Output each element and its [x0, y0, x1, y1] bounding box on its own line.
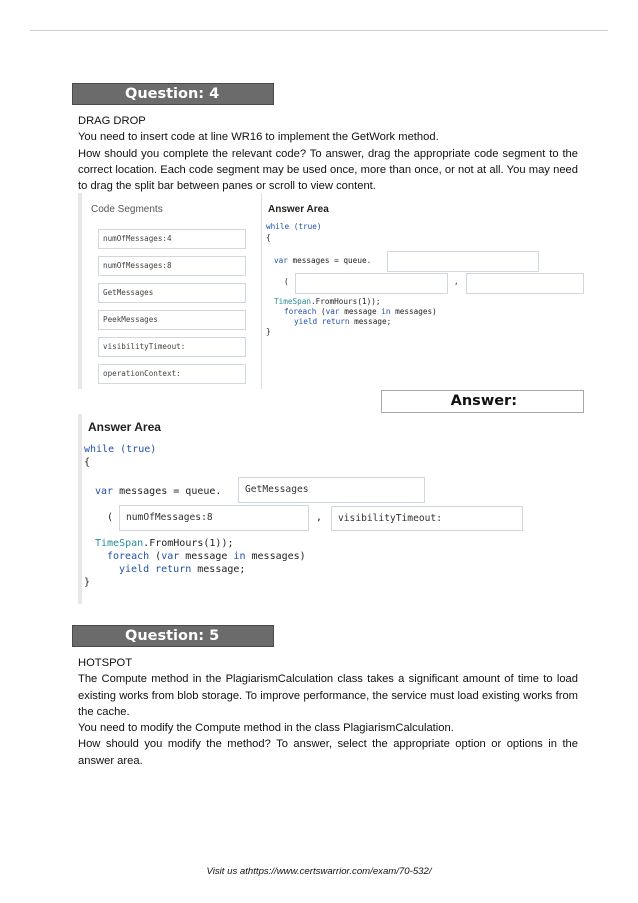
keyword: while — [266, 222, 290, 231]
code-comma: , — [454, 277, 459, 286]
drag-drop-panel — [78, 193, 584, 389]
code-text: .FromHours(1)); — [311, 297, 381, 306]
code-segment[interactable]: numOfMessages:4 — [98, 229, 246, 249]
keyword: in — [233, 551, 246, 562]
drop-target-count[interactable] — [295, 273, 448, 294]
question-line: You need to modify the Compute method in the class PlagiarismCalculation. — [78, 722, 454, 735]
question-type: HOTSPOT — [78, 657, 133, 669]
keyword: in — [381, 307, 391, 316]
code-line-yield — [119, 564, 245, 577]
code-segment[interactable]: GetMessages — [98, 283, 246, 303]
question-4-text — [78, 113, 578, 194]
keyword: while — [84, 444, 115, 455]
type-name: TimeSpan — [95, 538, 144, 549]
keyword: foreach — [284, 307, 317, 316]
code-line-foreach — [107, 551, 306, 564]
code-line-messages — [274, 256, 371, 267]
code-text: message; — [191, 564, 246, 575]
code-text: message — [179, 551, 234, 562]
answer-label: Answer: — [381, 390, 584, 413]
code-segments-pane — [78, 193, 262, 389]
question-line: How should you modify the method? To answer, select the appropriate option or options in the answer area. — [78, 738, 578, 767]
code-line-brace: } — [84, 577, 91, 588]
code-line-brace: } — [266, 327, 271, 336]
drop-target-timeout[interactable] — [466, 273, 584, 294]
keyword: yield return — [119, 564, 192, 575]
type-name: TimeSpan — [274, 297, 312, 306]
code-text: (true) — [114, 444, 157, 455]
code-text: messages = queue. — [113, 486, 222, 497]
code-line-timespan — [95, 538, 233, 551]
code-segments-title: Code Segments — [91, 204, 163, 215]
question-type: DRAG DROP — [78, 115, 146, 127]
keyword: var — [325, 307, 340, 316]
code-line-timespan — [274, 297, 380, 308]
code-text: message — [339, 307, 382, 316]
code-line-while — [266, 222, 322, 233]
answer-count: numOfMessages:8 — [119, 505, 309, 531]
keyword: yield return — [294, 317, 350, 326]
question-4-heading: Question: 4 — [72, 83, 274, 105]
code-paren: ( — [284, 277, 289, 286]
code-text: ( — [316, 307, 326, 316]
question-line: How should you complete the relevant code? To answer, drag the appropriate code segment to the correct location. Each code segment may be used once, more than once, or not at all. You may need to drag the split bar between panes or scroll to view content. — [78, 147, 578, 193]
code-comma: , — [316, 512, 323, 523]
code-text: (true) — [289, 222, 322, 231]
footer-link[interactable]: Visit us athttps://www.certswarrior.com/exam/70-532/ — [206, 866, 432, 877]
header-rule — [30, 30, 608, 31]
code-text: message; — [349, 317, 392, 326]
keyword: var — [274, 256, 288, 265]
code-line-brace: { — [266, 233, 271, 242]
code-line-while — [84, 444, 156, 457]
answer-timeout: visibilityTimeout: — [331, 506, 523, 531]
code-text: ( — [149, 551, 162, 562]
code-segment[interactable]: PeekMessages — [98, 310, 246, 330]
code-text: .FromHours(1)); — [143, 538, 234, 549]
code-text: messages) — [390, 307, 437, 316]
keyword: foreach — [107, 551, 150, 562]
answer-area-title: Answer Area — [268, 204, 329, 215]
drop-target-method[interactable] — [387, 251, 539, 272]
code-segment[interactable]: operationContext: — [98, 364, 246, 384]
pane-divider — [78, 414, 82, 604]
answer-method: GetMessages — [238, 477, 425, 503]
question-5-heading: Question: 5 — [72, 625, 274, 647]
answer-area-title: Answer Area — [88, 420, 161, 434]
code-line-yield — [294, 317, 391, 328]
pane-divider — [78, 193, 82, 389]
code-line-foreach — [284, 307, 437, 318]
code-text: messages = queue. — [287, 256, 372, 265]
keyword: var — [161, 551, 180, 562]
code-segment[interactable]: numOfMessages:8 — [98, 256, 246, 276]
question-5-text — [78, 655, 578, 769]
code-line-messages — [95, 486, 221, 499]
question-line: You need to insert code at line WR16 to implement the GetWork method. — [78, 131, 439, 144]
question-line: The Compute method in the PlagiarismCalculation class takes a significant amount of time to load existing works from blob storage. To improve performance, the service must load existing works from the cache. — [78, 673, 578, 718]
keyword: var — [95, 486, 114, 497]
answer-panel — [78, 414, 533, 604]
code-paren: ( — [107, 512, 114, 523]
code-text: messages) — [245, 551, 306, 562]
code-line-brace: { — [84, 457, 91, 468]
code-segment[interactable]: visibilityTimeout: — [98, 337, 246, 357]
